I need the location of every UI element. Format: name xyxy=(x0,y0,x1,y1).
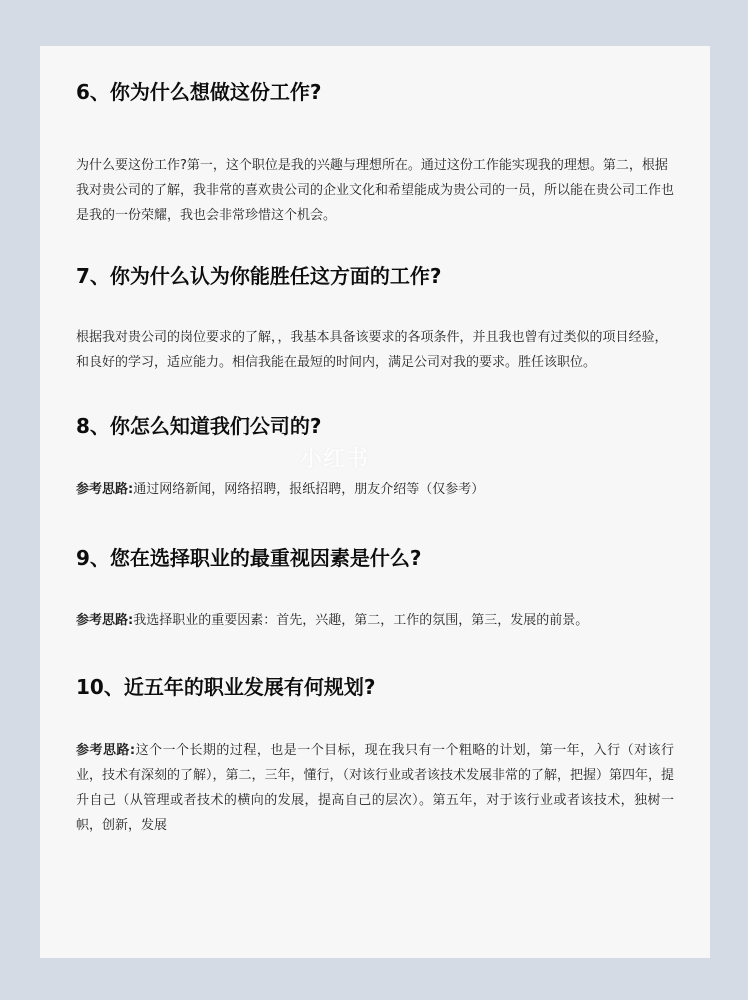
answer-text-6 xyxy=(76,153,674,228)
question-heading-10: 10、近五年的职业发展有何规划? xyxy=(76,675,376,699)
answer-body-10: 这个一个长期的过程，也是一个目标，现在我只有一个粗略的计划，第一年，入行（对该行业，技术有深刻的了解），第二，三年，懂行，（对该行业或者该技术发展非常的了解，把握）第四年，提升自己（从管理或者技术的横向的发展，提高自己的层次）。第五年，对于该行业或者该技术，独树一帜，创新，发展 xyxy=(76,743,675,833)
question-heading-6: 6、你为什么想做这份工作? xyxy=(76,80,322,104)
qa-section-8 xyxy=(76,412,674,502)
answer-prefix-8: 参考思路: xyxy=(76,482,134,497)
answer-body-6: 为什么要这份工作?第一，这个职位是我的兴趣与理想所在。通过这份工作能实现我的理想。第二，根据我对贵公司的了解，我非常的喜欢贵公司的企业文化和希望能成为贵公司的一员，所以能在贵公司工作也是我的一份荣耀，我也会非常珍惜这个机会。 xyxy=(76,158,675,223)
answer-prefix-9: 参考思路: xyxy=(76,613,134,628)
answer-text-9 xyxy=(76,608,674,633)
answer-body-9: 我选择职业的重要因素：首先，兴趣，第二，工作的氛围，第三，发展的前景。 xyxy=(133,613,589,628)
answer-prefix-10: 参考思路: xyxy=(76,743,136,758)
question-heading-7: 7、你为什么认为你能胜任这方面的工作? xyxy=(76,264,442,288)
document-page xyxy=(40,46,710,958)
answer-text-8 xyxy=(76,477,674,502)
answer-text-7 xyxy=(76,325,674,375)
answer-body-7: 根据我对贵公司的岗位要求的了解，，我基本具备该要求的各项条件，并且我也曾有过类似的项目经验，和良好的学习，适应能力。相信我能在最短的时间内，满足公司对我的要求。胜任该职位。 xyxy=(76,330,668,370)
watermark: 小红书 xyxy=(300,447,370,472)
qa-section-9 xyxy=(76,544,674,633)
question-heading-9: 9、您在选择职业的最重视因素是什么? xyxy=(76,546,422,570)
qa-section-10 xyxy=(76,673,674,838)
question-heading-8: 8、你怎么知道我们公司的? xyxy=(76,414,322,438)
qa-section-6 xyxy=(76,78,674,228)
answer-text-10 xyxy=(76,738,674,838)
qa-section-7 xyxy=(76,262,674,375)
answer-body-8: 通过网络新闻，网络招聘，报纸招聘，朋友介绍等（仅参考） xyxy=(133,482,485,497)
